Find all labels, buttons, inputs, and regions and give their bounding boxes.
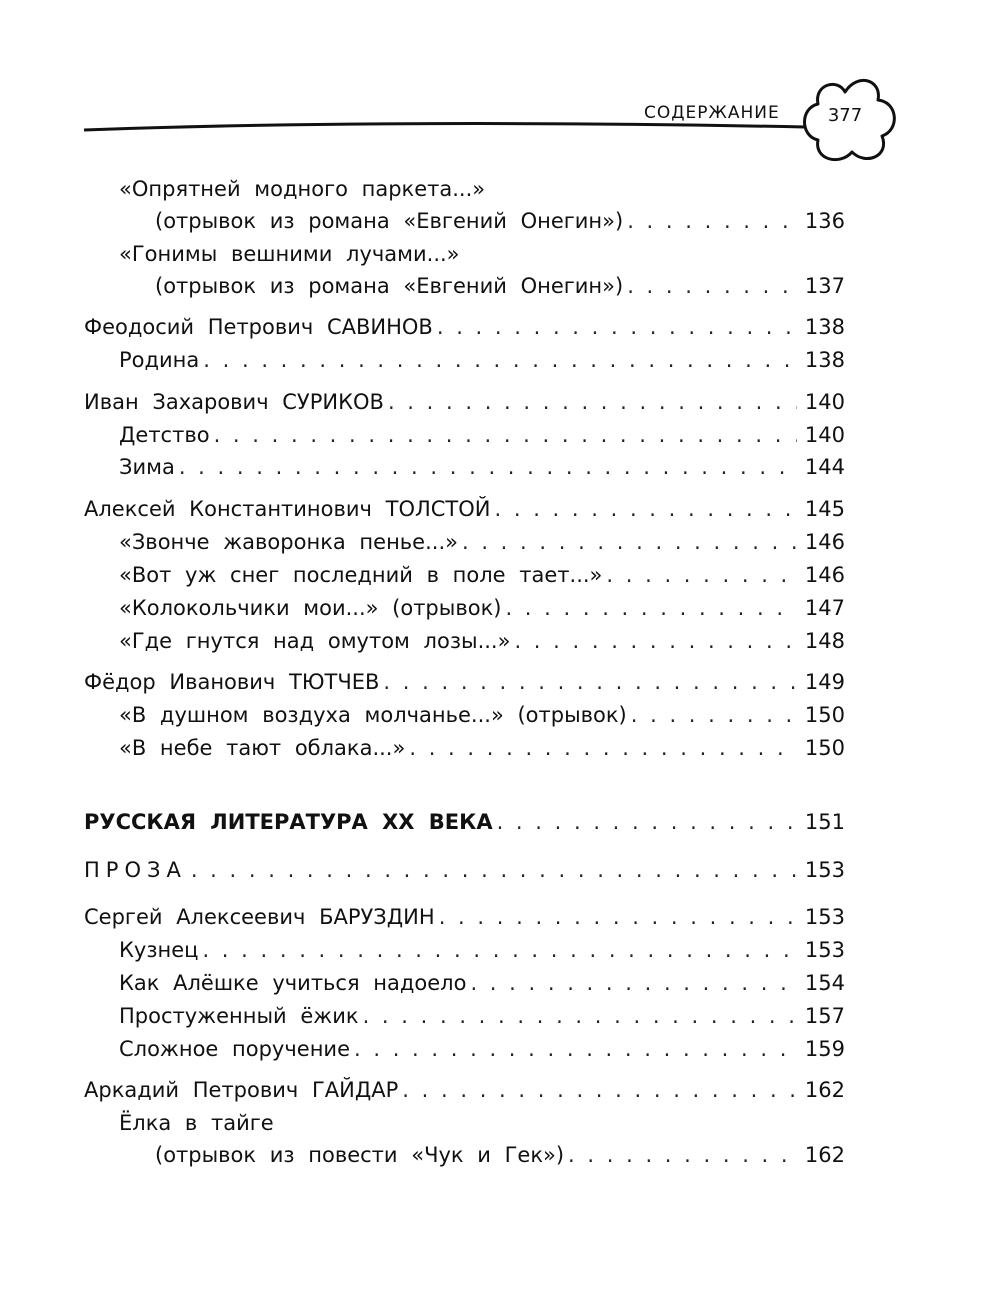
toc-entry-title: Аркадий Петрович ГАЙДАР [84, 1078, 399, 1102]
toc-entry-title: «В небе тают облака...» [119, 736, 406, 760]
toc-entry-title: Алексей Константинович ТОЛСТОЙ [84, 497, 491, 521]
toc-entry-page: 153 [804, 905, 845, 929]
toc-entry-title: «В душном воздуха молчанье...» (отрывок) [119, 703, 627, 727]
toc-title-line: «Опрятней модного паркета...» [119, 177, 486, 201]
toc-entry[interactable] [119, 420, 845, 450]
toc-entry-title: ПРОЗА [84, 858, 187, 882]
toc-leader-dots [495, 494, 798, 524]
toc-entry-page: 151 [804, 810, 845, 834]
toc-entry-title: Сергей Алексеевич БАРУЗДИН [84, 905, 435, 929]
toc-entry[interactable] [119, 1001, 845, 1031]
toc-entry-title: Кузнец [119, 938, 199, 962]
toc-leader-dots [437, 312, 797, 342]
toc-author-entry[interactable] [84, 902, 845, 932]
toc-author-entry[interactable] [84, 1075, 845, 1105]
toc-entry-page: 140 [804, 390, 845, 414]
toc-part-heading[interactable] [84, 807, 845, 837]
toc-entry[interactable] [119, 700, 845, 730]
toc-entry-page: 137 [804, 274, 845, 298]
toc-entry-title: Детство [119, 423, 210, 447]
toc-entry-title: Как Алёшке учиться надоело [119, 971, 467, 995]
toc-entry-page: 153 [804, 938, 845, 962]
toc-entry-page: 162 [804, 1078, 845, 1102]
toc-entry-title: (отрывок из романа «Евгений Онегин») [155, 209, 624, 233]
toc-leader-dots [214, 420, 797, 450]
toc-entry-title: «Вот уж снег последний в поле тает...» [119, 563, 603, 587]
toc-entry-page: 145 [804, 497, 845, 521]
toc-leader-dots [179, 452, 797, 482]
toc-entry[interactable] [119, 935, 845, 965]
toc-leader-dots [388, 387, 797, 417]
toc-entry-page: 154 [804, 971, 845, 995]
toc-entry-title: Родина [119, 348, 200, 372]
toc-leader-dots [606, 560, 797, 590]
toc-leader-dots [497, 807, 797, 837]
toc-entry-page: 148 [804, 629, 845, 653]
toc-entry[interactable] [155, 271, 845, 301]
toc-leader-dots [402, 1075, 797, 1105]
toc-entry-page: 149 [804, 670, 845, 694]
toc-entry[interactable] [119, 626, 845, 656]
toc-entry-title: Простуженный ёжик [119, 1004, 359, 1028]
section-label: СОДЕРЖАНИЕ [644, 103, 780, 123]
toc-author-entry[interactable] [84, 387, 845, 417]
toc-leader-dots [409, 733, 797, 763]
toc-author-entry[interactable] [84, 667, 845, 697]
toc-entry-page: 136 [804, 209, 845, 233]
toc-entry[interactable] [119, 452, 845, 482]
toc-entry[interactable] [155, 1140, 845, 1170]
toc-leader-dots [505, 593, 797, 623]
toc-leader-dots [470, 968, 797, 998]
toc-entry[interactable] [119, 527, 845, 557]
toc-entry-title: «Где гнутся над омутом лозы...» [119, 629, 511, 653]
toc-leader-dots [627, 206, 797, 236]
toc-entry-page: 162 [804, 1143, 845, 1167]
toc-leader-dots [383, 667, 797, 697]
toc-entry-title: (отрывок из романа «Евгений Онегин») [155, 274, 624, 298]
page-number: 377 [827, 105, 863, 126]
toc-leader-dots [439, 902, 797, 932]
toc-leader-dots [462, 527, 797, 557]
toc-entry-page: 140 [804, 423, 845, 447]
toc-entry-title: «Звонче жаворонка пенье...» [119, 530, 458, 554]
toc-entry-title: Иван Захарович СУРИКОВ [84, 390, 384, 414]
toc-entry[interactable] [119, 560, 845, 590]
toc-entry[interactable] [119, 733, 845, 763]
toc-entry-title: РУССКАЯ ЛИТЕРАТУРА XX ВЕКА [84, 810, 493, 834]
toc-leader-dots [627, 271, 797, 301]
toc-entry[interactable] [119, 968, 845, 998]
toc-entry-page: 144 [804, 455, 845, 479]
toc-entry[interactable] [119, 345, 845, 375]
toc-title-line: Ёлка в тайге [119, 1111, 274, 1135]
toc-entry-page: 147 [804, 596, 845, 620]
toc-leader-dots [568, 1140, 797, 1170]
toc-title-line: «Гонимы вешними лучами...» [119, 242, 460, 266]
toc-entry-page: 146 [804, 530, 845, 554]
toc-entry[interactable] [155, 206, 845, 236]
toc-entry-title: Зима [119, 455, 175, 479]
toc-entry[interactable] [119, 1034, 845, 1064]
toc-leader-dots [363, 1001, 797, 1031]
toc-entry-page: 150 [804, 703, 845, 727]
toc-entry-title: Сложное поручение [119, 1037, 350, 1061]
toc-entry-page: 146 [804, 563, 845, 587]
toc-leader-dots [514, 626, 797, 656]
toc-entry-page: 150 [804, 736, 845, 760]
toc-section-heading[interactable] [84, 855, 845, 885]
toc-leader-dots [203, 345, 797, 375]
toc-leader-dots [631, 700, 797, 730]
toc-leader-dots [354, 1034, 797, 1064]
toc-leader-dots [191, 855, 797, 885]
toc-author-entry[interactable] [84, 312, 845, 342]
toc-entry-page: 157 [804, 1004, 845, 1028]
toc-entry[interactable] [119, 593, 845, 623]
toc-entry-page: 153 [804, 858, 845, 882]
toc-entry-page: 138 [804, 348, 845, 372]
toc-author-entry[interactable] [84, 494, 845, 524]
toc-entry-title: Феодосий Петрович САВИНОВ [84, 315, 433, 339]
toc-entry-page: 159 [804, 1037, 845, 1061]
toc-entry-page: 138 [804, 315, 845, 339]
toc-entry-title: Фёдор Иванович ТЮТЧЕВ [84, 670, 380, 694]
toc-leader-dots [202, 935, 797, 965]
toc-entry-title: «Колокольчики мои...» (отрывок) [119, 596, 502, 620]
toc-entry-title: (отрывок из повести «Чук и Гек») [155, 1143, 565, 1167]
